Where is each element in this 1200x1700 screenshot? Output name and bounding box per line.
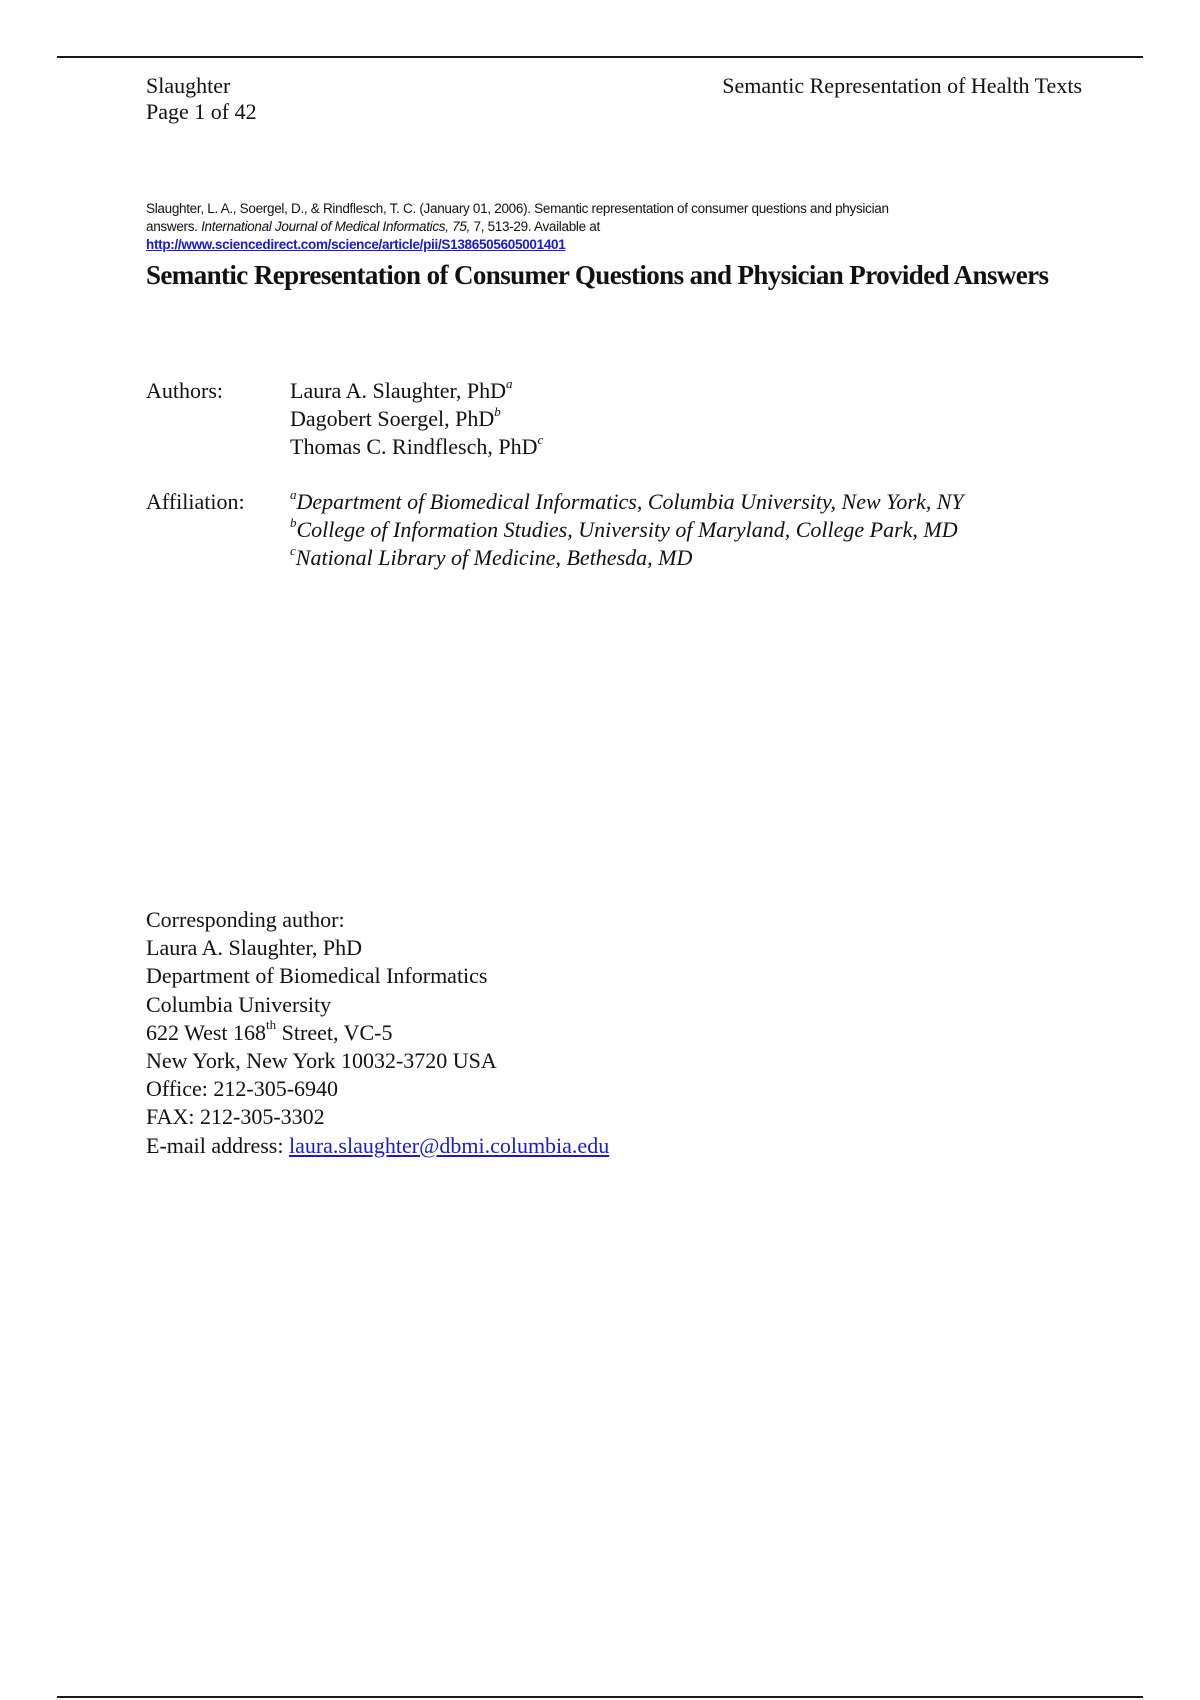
- corresponding-fax: FAX: 212-305-3302: [146, 1104, 325, 1130]
- affiliation-text: Department of Biomedical Informatics, Columbia University, New York, NY: [296, 489, 964, 514]
- paper-title: Semantic Representation of Consumer Questions and Physician Provided Answers: [146, 260, 1049, 290]
- top-rule: [57, 56, 1143, 58]
- corresponding-university: Columbia University: [146, 991, 332, 1017]
- affiliation-sup: b: [290, 514, 297, 530]
- corresponding-author-block: [146, 906, 609, 1160]
- citation-journal: International Journal of Medical Informatics, 75,: [201, 219, 471, 234]
- corresponding-street: [146, 1019, 609, 1047]
- corresponding-heading: Corresponding author:: [146, 907, 345, 932]
- author-name: Dagobert Soergel, PhD: [290, 406, 495, 431]
- citation-line-2-start: answers.: [146, 219, 202, 234]
- citation-line-2-end: 7, 513-29. Available at: [470, 219, 600, 234]
- running-title: Semantic Representation of Health Texts: [722, 73, 1082, 98]
- affiliation-item: [290, 516, 964, 544]
- email-link[interactable]: laura.slaughter@dbmi.columbia.edu: [288, 1132, 610, 1158]
- citation-line-2: [146, 218, 1046, 236]
- author-name: Thomas C. Rindflesch, PhD: [290, 434, 538, 459]
- street-number: 622 West 168: [146, 1019, 267, 1045]
- affiliation-text: National Library of Medicine, Bethesda, MD: [295, 545, 693, 570]
- affiliation-sup: a: [290, 486, 297, 502]
- bottom-rule: [57, 1696, 1143, 1698]
- citation-line-1: Slaughter, L. A., Soergel, D., & Rindflesch, T. C. (January 01, 2006). Semantic representation of consumer questions and physician: [146, 201, 889, 216]
- affiliation-text: College of Information Studies, University of Maryland, College Park, MD: [296, 517, 958, 542]
- author-item: [290, 433, 543, 461]
- citation-block: [146, 200, 1046, 254]
- authors-label: Authors:: [146, 378, 223, 403]
- corresponding-name: Laura A. Slaughter, PhD: [146, 935, 363, 961]
- author-sup: b: [494, 403, 501, 419]
- affiliation-sup: c: [290, 542, 296, 558]
- street-rest: Street, VC-5: [276, 1019, 393, 1045]
- authors-list: [290, 377, 543, 461]
- affiliation-label: Affiliation:: [146, 489, 245, 514]
- author-sup: a: [506, 375, 513, 391]
- affiliation-list: [290, 488, 964, 572]
- corresponding-dept: Department of Biomedical Informatics: [146, 963, 488, 989]
- author-item: [290, 377, 543, 405]
- corresponding-city: New York, New York 10032-3720 USA: [146, 1048, 497, 1074]
- affiliation-item: [290, 544, 964, 572]
- author-name: Laura A. Slaughter, PhD: [290, 378, 507, 403]
- email-label: E-mail address:: [146, 1132, 289, 1158]
- street-sup: th: [266, 1017, 277, 1033]
- citation-url-link[interactable]: http://www.sciencedirect.com/science/article/pii/S1386505605001401: [146, 237, 566, 252]
- affiliation-item: [290, 488, 964, 516]
- running-header-left: [146, 73, 257, 125]
- corresponding-office: Office: 212-305-6940: [146, 1076, 339, 1102]
- corresponding-email-line: [146, 1132, 609, 1160]
- running-author: Slaughter: [146, 73, 231, 98]
- page-indicator: Page 1 of 42: [146, 99, 257, 124]
- author-sup: c: [537, 431, 544, 447]
- author-item: [290, 405, 543, 433]
